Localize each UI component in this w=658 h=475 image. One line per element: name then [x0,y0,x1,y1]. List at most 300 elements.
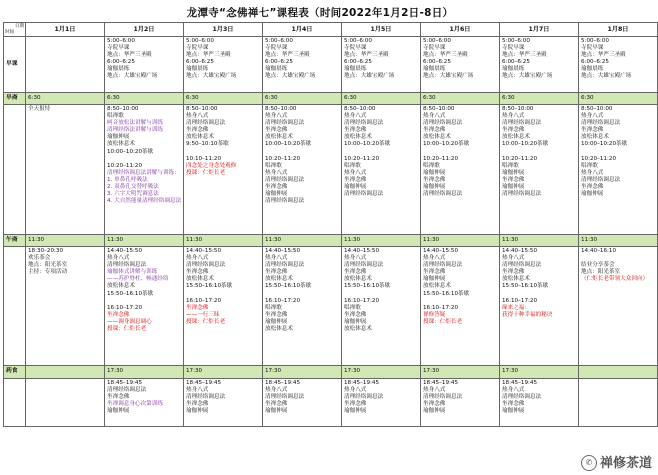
schedule-cell [421,105,500,235]
schedule-line: 坐禅念佛 [186,127,209,134]
time-slot-label: 药食 [4,366,26,379]
schedule-line: 11:30 [581,236,598,243]
schedule-line: 瑜伽伸展 [107,134,130,141]
schedule-row [4,366,658,379]
schedule-line: 6:30 [186,94,199,101]
schedule-line: 清理经络调息法 [265,198,305,205]
schedule-line: 10:20–11:20 [344,155,380,162]
schedule-line: 授课：仁炬长老 [186,169,226,176]
schedule-line: 10:00–10:20茶歇 [423,141,470,148]
schedule-line: 放松体息术 [107,283,135,290]
schedule-line: 热身八式 [344,113,367,120]
schedule-cell [421,379,500,427]
schedule-line: 6:30 [502,94,515,101]
schedule-line: 寺院早课 [581,45,604,52]
schedule-cell [105,37,184,93]
time-slot-label: 早斋 [4,93,26,105]
schedule-line: 4. 大自然能量清理经络调息法 [107,198,182,205]
schedule-line: 1. 单鼻孔呼吸法 [107,176,148,183]
schedule-line: 10:20–11:20 [423,155,459,162]
schedule-line: 放松体息术 [186,276,214,283]
schedule-line: 寺院早课 [186,45,209,52]
schedule-line: 14:40–15:50 [502,248,538,254]
schedule-line: 坐禅念佛 [581,127,604,134]
schedule-cell [263,37,342,93]
schedule-line: 热身八式 [265,169,288,176]
schedule-cell [184,366,263,379]
schedule-line: 清理经络调息法 [581,120,621,127]
schedule-line: 18:45–19:45 [423,380,459,386]
schedule-line: 17:30 [423,368,440,375]
schedule-line: 6:30 [28,94,41,101]
schedule-line: 15:50–16:10茶歇 [265,283,312,290]
schedule-line: 清理经络调息法 [423,394,463,401]
schedule-line: 坐禅念佛 [423,176,446,183]
schedule-line: 15:50–16:10茶歇 [344,283,391,290]
schedule-line: 清理经络调息法 [344,120,384,127]
schedule-line: 清理经络调息法 [502,191,542,198]
schedule-line: 地点：华严三圣殿 [107,52,152,59]
schedule-line: 热身八式 [502,255,525,262]
day-header: 1月1日 [26,23,105,37]
schedule-line [265,149,339,156]
schedule-line: 清理经络调息法 [265,176,305,183]
schedule-line: 10:00–10:20茶歇 [344,141,391,148]
schedule-line: （仁炬长老带领大众回向） [581,276,649,283]
schedule-line: 6:30 [344,94,357,101]
page-title: 龙潭寺“念佛禅七”课程表（时间2022年1月2日-8日） [186,7,454,19]
schedule-cell [500,105,579,235]
schedule-line: 清理经络法讲解与训练 [107,127,163,134]
corner-cell [4,23,26,37]
schedule-cell [263,235,342,247]
schedule-line: 瑜伽晨练 [107,66,130,73]
schedule-line: 清理经络调息法 [423,191,463,198]
schedule-line: 瑜伽伸展 [265,191,288,198]
schedule-line: 6:30 [423,94,436,101]
schedule-line: 清理经络调息法 [502,120,542,127]
schedule-line: 瑜伽伸展 [344,184,367,191]
time-slot-label [4,105,26,235]
schedule-cell [342,366,421,379]
schedule-line: 清理经络调息法 [423,262,463,269]
schedule-line: 地点：大雄宝殿广场 [502,73,553,80]
schedule-line [502,149,576,156]
schedule-line: 16:10–17:20 [344,297,380,304]
schedule-line: 地点：华严三圣殿 [502,52,547,59]
schedule-cell [579,105,658,235]
schedule-line: 热身八式 [344,169,367,176]
schedule-line: 10:20–11:20 [581,155,617,162]
schedule-line: ——苏护脊柱、畅通经络 [107,276,169,283]
schedule-line: 坐禅念佛 [344,176,367,183]
schedule-line: 唱禅歌 [344,304,361,311]
schedule-line: 坐禅念佛 [502,176,525,183]
schedule-cell [263,105,342,235]
schedule-line: 18:45–19:45 [265,380,301,386]
schedule-cell [579,247,658,366]
schedule-line: 地点：阳光茶室 [28,262,68,269]
schedule-line: 主持：专项活动 [28,269,68,276]
schedule-line: 16:10–17:20 [502,297,538,304]
schedule-cell [184,37,263,93]
schedule-cell [579,235,658,247]
schedule-cell [184,93,263,105]
schedule-line: 坐禅念佛 [344,311,367,318]
schedule-line: 唱禅歌 [265,304,282,311]
day-header: 1月8日 [579,23,658,37]
schedule-cell [26,366,105,379]
schedule-line: 6:00–6:25 [423,59,451,66]
schedule-cell [579,379,658,427]
schedule-line: 15:50–16:10茶歇 [107,290,154,297]
schedule-line: 热身八式 [344,387,367,394]
schedule-line [581,149,655,156]
schedule-cell [342,247,421,366]
schedule-cell [421,235,500,247]
schedule-line: 6:30 [107,94,120,101]
schedule-line: 18:45–19:45 [344,380,380,386]
schedule-line: 清理经络调息法 [265,120,305,127]
schedule-line: 10:20–11:20 [502,155,538,162]
schedule-cell [26,247,105,366]
schedule-line: 欢乐茶会 [28,255,51,262]
schedule-line: 坐禅念佛 [423,269,446,276]
time-slot-label [4,379,26,427]
schedule-line: 8:50–10:00 [265,106,297,112]
schedule-line: 清理经络调息法 [186,120,226,127]
schedule-line: 6:00–6:25 [581,59,609,66]
schedule-line: 瑜伽伸展 [423,184,446,191]
schedule-line: 地点：阳光茶室 [581,269,621,276]
schedule-line: 16:10–17:20 [265,297,301,304]
schedule-line: 14:40–15:50 [423,248,459,254]
schedule-line: 坐禅念佛 [186,401,209,408]
schedule-line: 地点：大雄宝殿广场 [581,73,632,80]
schedule-line: 16:10–17:20 [186,297,222,304]
schedule-line: 坐禅念佛 [502,401,525,408]
schedule-line: 清理经络调息法 [581,176,621,183]
schedule-line: 瑜伽伸展 [344,318,367,325]
schedule-line: 清理经络调息法 [186,262,226,269]
schedule-line: 清理经络调息法 [423,120,463,127]
schedule-cell [263,379,342,427]
schedule-line: ——调身调息调心 [107,318,152,325]
schedule-line: 清理经络调息法 [502,394,542,401]
schedule-line: 14:40–15:50 [107,248,143,254]
corner-date-label: 日期 [15,24,24,29]
schedule-line: 四念处之身念处观修 [186,162,237,169]
schedule-line: 17:30 [344,368,361,375]
schedule-cell [421,366,500,379]
schedule-line: 放松体息术 [265,326,293,333]
schedule-line: 结业分享茶会 [581,262,615,269]
schedule-line: 坐禅念佛 [344,401,367,408]
schedule-line: 热身八式 [265,387,288,394]
schedule-line: 瑜伽伸展 [502,169,525,176]
schedule-line: 坐禅念佛 [423,127,446,134]
schedule-line: 5:00–6:00 [186,38,214,44]
schedule-line: 热身八式 [344,255,367,262]
schedule-cell [500,366,579,379]
schedule-line: 18:45–19:45 [107,380,143,386]
schedule-cell [184,379,263,427]
schedule-line: 地点：华严三圣殿 [186,52,231,59]
schedule-line: 6:30 [581,94,594,101]
header-row [4,23,658,37]
schedule-line [107,156,181,163]
schedule-line: 瑜伽伸展 [581,191,604,198]
schedule-line: 瑜伽伸展 [265,408,288,415]
schedule-cell [500,37,579,93]
schedule-line: 清理经络调息法 [344,262,384,269]
schedule-line: 热身八式 [186,255,209,262]
schedule-line: 14:40–15:50 [265,248,301,254]
schedule-line: 清理经络调息法 [344,394,384,401]
schedule-line: 6:00–6:25 [265,59,293,66]
corner-time-label: 时间 [5,29,14,35]
schedule-line: 17:30 [502,368,519,375]
schedule-line: 寺院早课 [265,45,288,52]
schedule-cell [421,247,500,366]
schedule-line: 8:50–10:00 [186,106,218,112]
schedule-cell [26,93,105,105]
schedule-line: 11:30 [186,236,203,243]
schedule-line: 14:40–16:10 [581,248,617,254]
schedule-cell [342,93,421,105]
schedule-line: 清理经络调息法 [344,191,384,198]
schedule-line: 5:00–6:00 [344,38,372,44]
schedule-cell [105,366,184,379]
schedule-line: 坐禅念佛 [423,401,446,408]
schedule-line: 14:40–15:50 [344,248,380,254]
schedule-line: 10:00–10:20茶歇 [581,141,628,148]
schedule-line: 3. 六字大明咒调息法 [107,191,159,198]
schedule-line: 坐禅念佛 [186,269,209,276]
schedule-line: 6:30 [265,94,278,101]
schedule-cell [421,93,500,105]
schedule-line: 放松体息术 [265,276,293,283]
schedule-cell [579,366,658,379]
schedule-line: 放松体息术 [344,326,372,333]
schedule-line: 14:40–15:50 [186,248,222,254]
schedule-line: 缘来之福： [502,304,530,311]
schedule-line: 地点：大雄宝殿广场 [107,73,158,80]
schedule-cell [342,379,421,427]
schedule-line: 坐禅念佛 [265,127,288,134]
schedule-row [4,235,658,247]
schedule-line: 清理经络调息法讲解与训练： [107,169,180,176]
schedule-line: 瑜伽晨练 [502,66,525,73]
schedule-line: 10:00–10:20茶歇 [107,148,154,155]
schedule-line: 5:00–6:00 [581,38,609,44]
schedule-line: 地点：华严三圣殿 [265,52,310,59]
schedule-cell [184,247,263,366]
schedule-line: 地点：大雄宝殿广场 [423,73,474,80]
schedule-line: 17:30 [107,368,124,375]
schedule-line: 放松体息术 [344,134,372,141]
schedule-line: 唱禅歌 [581,162,598,169]
schedule-cell [263,247,342,366]
schedule-cell [26,235,105,247]
schedule-line [423,298,497,305]
schedule-line [344,149,418,156]
schedule-line: 18:30–20:30 [28,248,64,254]
schedule-line: 获得十种幸福的秘诀 [502,311,553,318]
schedule-line: 禅修答疑 [423,311,446,318]
schedule-line: 8:50–10:00 [107,106,139,112]
schedule-line: 5:00–6:00 [423,38,451,44]
schedule-line: 坐禅念佛 [265,401,288,408]
schedule-cell [105,379,184,427]
schedule-line: 热身八式 [581,169,604,176]
schedule-row [4,93,658,105]
time-slot-label [4,247,26,366]
schedule-row [4,379,658,427]
schedule-cell [500,247,579,366]
schedule-line: 16:10–17:20 [107,304,143,311]
schedule-line: 18:45–19:45 [502,380,538,386]
schedule-line: 瑜伽晨练 [581,66,604,73]
schedule-line: 16:10–17:20 [423,304,459,311]
schedule-cell [579,37,658,93]
schedule-line: 地点：大雄宝殿广场 [265,73,316,80]
schedule-line: 地点：大雄宝殿广场 [344,73,395,80]
schedule-line: 瑜伽晨练 [186,66,209,73]
schedule-line: 唱禅歌 [265,162,282,169]
schedule-line: 10:10–11:20 [186,155,222,162]
schedule-row [4,37,658,93]
schedule-line: 热身八式 [423,255,446,262]
schedule-line: 热身八式 [581,113,604,120]
day-header: 1月2日 [105,23,184,37]
schedule-line: 瑜伽伸展 [265,318,288,325]
schedule-line: 唱禅歌 [502,162,519,169]
day-header: 1月6日 [421,23,500,37]
schedule-line: 17:30 [265,368,282,375]
schedule-line: 地点：华严三圣殿 [344,52,389,59]
schedule-line: 清理经络调息法 [265,394,305,401]
schedule-line: 瑜伽伸展 [423,408,446,415]
schedule-line: 授课：仁炬长老 [107,326,147,333]
schedule-line: 8:50–10:00 [581,106,613,112]
day-header: 1月3日 [184,23,263,37]
schedule-line: 清理经络调息法 [186,394,226,401]
schedule-line: 6:00–6:25 [502,59,530,66]
schedule-line: 11:30 [28,236,45,243]
schedule-line [265,291,339,298]
schedule-line: 10:20–11:20 [265,155,301,162]
schedule-line: 地点：华严三圣殿 [581,52,626,59]
schedule-cell [500,93,579,105]
schedule-cell [342,235,421,247]
schedule-line: 18:45–19:45 [186,380,222,386]
schedule-line: 瑜伽晨练 [423,66,446,73]
schedule-line: 瑜伽体式讲解与训练 [107,269,158,276]
schedule-line [186,291,260,298]
schedule-line: 瑜伽晨练 [265,66,288,73]
schedule-line: 清理经络调息法 [107,262,147,269]
day-header: 1月4日 [263,23,342,37]
wechat-icon: ✆ [581,455,597,471]
schedule-cell [500,379,579,427]
schedule-line: 5:00–6:00 [107,38,135,44]
schedule-line: 坐禅调息身心次第训练 [107,401,163,408]
schedule-line: 坐禅念佛 [502,127,525,134]
schedule-line: 放松体息术 [502,134,530,141]
watermark [581,452,652,472]
schedule-line: 热身八式 [265,255,288,262]
schedule-line: ——一行三昧 [186,311,220,318]
schedule-line: 瑜伽伸展 [423,276,446,283]
schedule-cell [26,37,105,93]
time-slot-label: 午斋 [4,235,26,247]
schedule-row [4,247,658,366]
schedule-line: 瑜伽伸展 [502,184,525,191]
schedule-line: 瑜伽伸展 [107,408,130,415]
schedule-line: 清理经络调息法 [502,262,542,269]
schedule-line: 8:50–10:00 [502,106,534,112]
schedule-line: 6:00–6:25 [344,59,372,66]
schedule-line: 11:30 [344,236,361,243]
schedule-line: 瑜伽伸展 [502,408,525,415]
day-header: 1月7日 [500,23,579,37]
day-header: 1月5日 [342,23,421,37]
schedule-cell [26,105,105,235]
schedule-line: 9:50–10:10茶歇 [186,141,229,148]
time-slot-label: 早课 [4,37,26,93]
schedule-line: 热身八式 [423,387,446,394]
schedule-line: 清理经络调息法 [265,262,305,269]
schedule-line: 放松体息术 [344,276,372,283]
schedule-line: 授课：仁炬长老 [423,318,463,325]
schedule-cell [105,105,184,235]
schedule-line: 坐禅念佛 [265,311,288,318]
schedule-line: 热身八式 [502,113,525,120]
schedule-line: 坐禅念佛 [265,269,288,276]
schedule-line [502,291,576,298]
schedule-line: 热身八式 [107,255,130,262]
schedule-line: 寺院早课 [502,45,525,52]
schedule-line: 11:30 [502,236,519,243]
schedule-cell [342,37,421,93]
schedule-line: 10:20–11:20 [107,162,143,169]
schedule-line: 热身八式 [186,113,209,120]
schedule-line: 15:50–16:10茶歇 [186,283,233,290]
schedule-line: 5:00–6:00 [502,38,530,44]
schedule-line: 放松体息术 [502,276,530,283]
schedule-line: 坐禅念佛 [581,184,604,191]
schedule-line: 瑜伽伸展 [344,408,367,415]
schedule-line: 呵音放松法讲解与训练 [107,120,163,127]
schedule-table [3,22,658,427]
schedule-cell [263,93,342,105]
schedule-cell [421,37,500,93]
schedule-line [423,149,497,156]
schedule-line: 热身八式 [502,387,525,394]
schedule-line: 寺院早课 [107,45,130,52]
schedule-line: 5:00–6:00 [265,38,293,44]
schedule-line: 热身八式 [423,113,446,120]
schedule-line: 坐禅念佛 [107,311,130,318]
schedule-line: 8:50–10:00 [344,106,376,112]
schedule-line: 唱禅歌 [423,162,440,169]
schedule-line: 热身八式 [265,113,288,120]
schedule-line: 清理经络调息法 [107,387,147,394]
schedule-cell [184,105,263,235]
schedule-line [107,298,181,305]
schedule-cell [105,247,184,366]
